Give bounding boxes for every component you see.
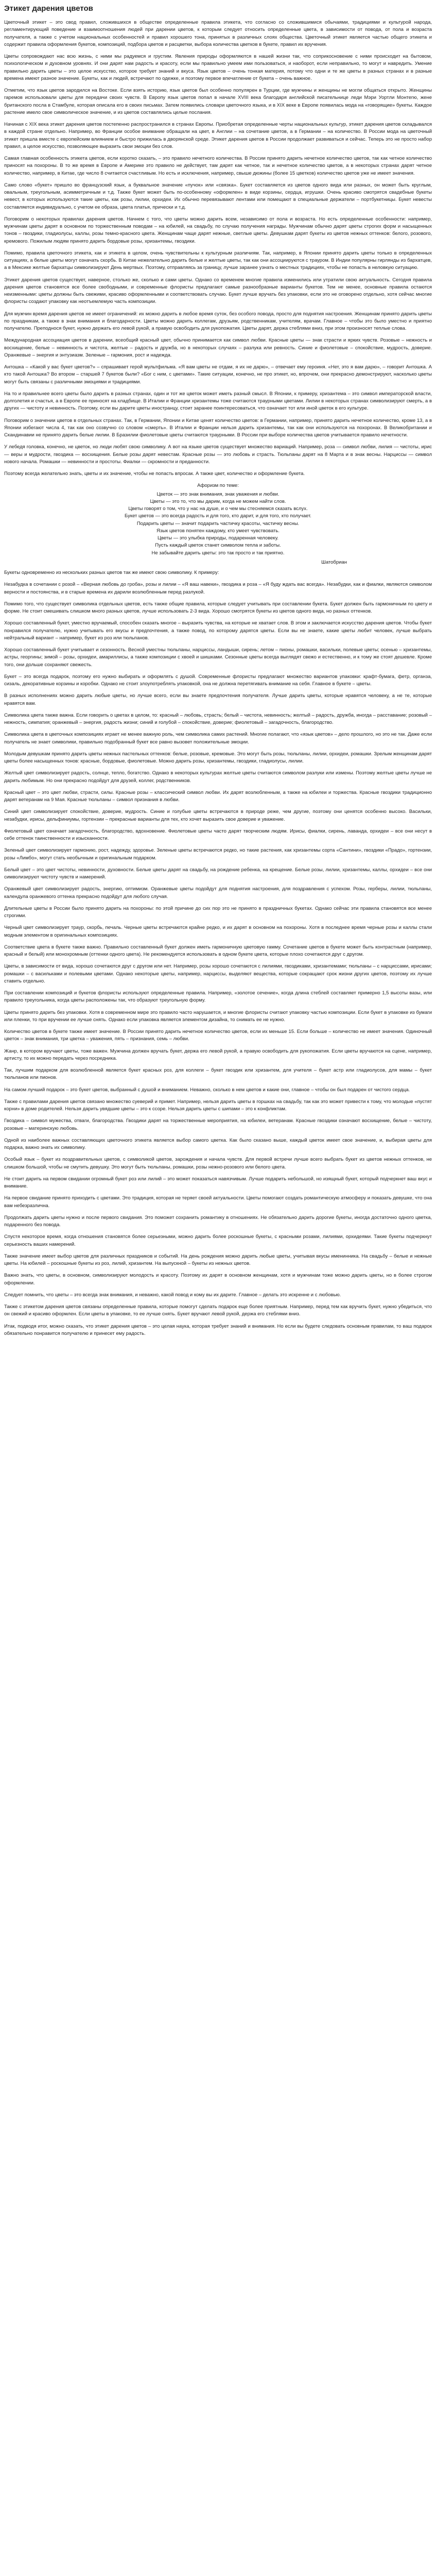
paragraph: Важно знать, что цветы, в основном, символизируют молодость и красоту. Поэтому их дарят в основном женщинам, хотя и мужчинам тоже можно дарить цветы, но в более строгом оформлении. [4,1273,432,1286]
paragraph: Не стоит дарить на первом свидании огромный букет роз или лилий – это может показаться навязчивым. Лучше подарить небольшой, но изящный букет, который подчеркнет ваш вкус и внимание. [4,1176,432,1189]
paragraph: Само слово «букет» пришло во французский язык, а буквальное значение «пучок» или «связка». Букет составляется из цветов одного вида или разных, он может быть круглым, овальным, треугольным, асимметричным и т.д. Также букет может быть по-особенному «оформлен» в виде корзины, сердца, игрушки. Очень красиво смотрятся свадебные букеты невест, в которых используются такие цветы, как розы, лилии, орхидеи. Их обычно перевязывают лентами или помещают в специальные держатели – портбукетницы. Букет невесты составляется индивидуально, с учетом ее образа, цвета платья, прически и т.д. [4,182,432,210]
paragraph: Для мужчин время дарения цветов не имеет ограничений: их можно дарить в любое время суток, без особого повода, просто для поднятия настроения. Женщинам принято дарить цветы по праздникам, а также в знак внимания и благодарности. Цветы можно дарить коллегам, друзьям, родственникам, учителям, врачам. Главное – чтобы это было уместно и приятно получателю. Преподнося букет, нужно держать его левой рукой, а правую освободить для рукопожатия. Цветы дарят, держа стеблями вниз, при этом произносят теплые слова. [4,311,432,331]
paragraph: Помимо того, что существует символика отдельных цветов, есть также общие правила, которые следует учитывать при составлении букета. Букет должен быть гармоничным по цвету и форме. Не стоит смешивать слишком много разных цветов, лучше использовать 2-3 вида. Хорошо смотрятся букеты из цветов одного вида, но разных оттенков. [4,601,432,614]
aphorism-line: Цветы — это то, что мы дарим, когда не можем найти слов. [150,498,286,504]
paragraph: Поговорим о значении цветов в отдельных странах. Так, в Германии, Японии и Китае ценят количество цветов: в Германии, например, принято дарить нечетное количество, кроме 13, а в Японии избегают числа 4, так как оно созвучно со словом «смерть». В Италии и Франции нельзя дарить хризантемы, так как они используются на похоронах. В Великобритании и Скандинавии не принято дарить белые лилии. В Бразилии фиолетовые цветы считаются траурными. В России при выборе количества цветов учитывается правило нечетности. [4,417,432,438]
paragraph: Поговорим о некоторых правилах дарения цветов. Начнем с того, что цветы можно дарить всем, независимо от пола и возраста. Но есть определенные особенности: например, мужчинам цветы дарят в основном по торжественным поводам – на юбилей, на свадьбу, по случаю получения награды. Мужчинам обычно дарят цветы строгих форм и насыщенных тонов – гвоздики, гладиолусы, каллы, розы темно-красного цвета. Женщинам чаще дарят нежные, светлые цветы. Девушкам дарят букеты из цветов нежных оттенков: белого, розового, кремового. Пожилым людям принято дарить бордовые розы, хризантемы, гвоздики. [4,216,432,244]
paragraph: Также значение имеет выбор цветов для различных праздников и событий. На день рождения можно дарить любые цветы, учитывая вкусы именинника. На свадьбу – белые и нежные цветы. На юбилей – роскошные букеты из роз, лилий, хризантем. На выпускной – букеты из нежных цветов. [4,1253,432,1266]
paragraph: Спустя некоторое время, когда отношения становятся более серьезными, можно дарить более роскошные букеты, с красными розами, лилиями, орхидеями. Такие букеты подчеркнут серьезность ваших намерений. [4,1234,432,1247]
paragraph: Цветы, в зависимости от вида, хорошо сочетаются друг с другом или нет. Например, розы хорошо сочетаются с лилиями, гвоздиками, хризантемами; тюльпаны – с нарциссами, ирисами; ромашки – с васильками и полевыми цветами. Однако некоторые цветы, например, нарциссы, выделяют вещества, которые сокращают срок жизни других цветов, поэтому их лучше ставить отдельно. [4,963,432,984]
paragraph: Итак, подводя итог, можно сказать, что этикет дарения цветов – это целая наука, которая требует знаний и внимания. Но если вы будете следовать основным правилам, то ваш подарок обязательно понравится получателю и принесет ему радость. [4,1323,432,1336]
aphorism-line: Цветы — это улыбка природы, подаренная человеку. [157,535,279,541]
aphorism-block [4,482,432,566]
paragraph: Синий цвет символизирует спокойствие, доверие, мудрость. Синие и голубые цветы встречаются в природе реже, чем другие, поэтому они ценятся особенно высоко. Васильки, незабудки, ирисы, дельфиниумы, гортензии – прекрасные варианты для тех, кто хочет выразить свое доверие и уважение. [4,809,432,822]
paragraph: Символика цвета в цветочных композициях играет не менее важную роль, чем символика самих растений. Многие полагают, что «язык цветов» – дело прошлого, но это не так. Даже если получатель не знает символики, правильно подобранный букет все равно вызовет положительные эмоции. [4,732,432,745]
paragraph: Цветы принято дарить без упаковки. Хотя в современном мире это правило часто нарушается, и многие флористы считают упаковку частью композиции. Если букет в упаковке из бумаги или пленки, то при вручении ее лучше снять. Однако если упаковка является элементом дизайна, то снимать ее не нужно. [4,1009,432,1023]
paragraph: На то и правильнее всего цветы было дарить в разных странах, один и тот же цветок может иметь разный смысл. В Японии, к примеру, хризантема – это символ императорской власти, долголетия и счастья, а в Европе ее приносят на кладбище. В Италии и Франции хризантемы тоже считаются траурными цветами. Лилии в некоторых странах символизируют смерть, а в других — чистоту и невинность. Поэтому, если вы дарите цветы иностранцу, стоит заранее поинтересоваться, что означает тот или иной цветок в его культуре. [4,391,432,412]
article-section-after [4,569,432,1337]
paragraph: Поэтому всегда желательно знать, цветы и их значение, чтобы не попасть впросак. А также цвет, количество и оформление букета. [4,471,305,477]
paragraph: Цветы сопровождают нас всю жизнь, с ними мы радуемся и грустим. Явления природы оформляются в нашей жизни так, что соприкосновение с ними происходит на бытовом, психологическом и духовном уровнях. И они дарят нам радость и красоту, если мы правильно умеем ими пользоваться, и наоборот, если неправильно, то могут и навредить. Умение правильно дарить цветы – это целое искусство, которое требует знаний и вкуса. Язык цветов – очень тонкая материя, потому что одни и те же цветы в разных странах и в разные времена имеют разное значение. Букеты, как и людей, встречают по одежке, и поэтому первое впечатление от букета – очень важное. [4,54,432,81]
aphorism-lines [4,491,432,557]
paragraph: Международная ассоциация цветов в дарении, всеобщий красный цвет, обычно принимается как символ любви. Красные цветы — знак страсти и ярких чувств. Розовые – нежность и восхищение, белые – невинность и чистота, желтые – радость и дружба, но в некоторых случаях – разлука или ревность. Синие и фиолетовые – спокойствие, мудрость, доверие. Оранжевые – энергия и энтузиазм. Зеленые – гармония, рост и надежда. [4,337,432,358]
paragraph: Символика цвета также важна. Если говорить о цветах в целом, то: красный – любовь, страсть; белый – чистота, невинность; желтый – радость, дружба, иногда – расставание; розовый – нежность, симпатия; оранжевый – энергия, радость жизни; синий и голубой – спокойствие, доверие; фиолетовый – загадочность, благородство. [4,712,432,725]
paragraph: На первое свидание принято приходить с цветами. Это традиция, которая не теряет своей актуальности. Цветы помогают создать романтическую атмосферу и показать девушке, что она вам небезразлична. [4,1195,432,1209]
paragraph: Цветочный этикет – это свод правил, сложившихся в обществе определенные правила этикета, что согласно со сложившимися обычаями, традициями и культурой народа, регламентирующий поведение и взаимоотношения людей при дарении цветов, к которым следует относить определенные цвета, в зависимости от повода, от пола и возраста получателя, а также с учетом национальных особенностей и правил хорошего тона, принятых в различных слоях общества. Цветочный этикет является частью общего этикета и содержит правила оформления букетов, композиций, подбора цветов и расцветки, выбора количества цветков в букете, правил их вручения. [4,20,432,47]
paragraph: Красный цвет – это цвет любви, страсти, силы. Красные розы – классический символ любви. Их дарят возлюбленным, а также на юбилеи и торжества. Красные гвоздики традиционно дарят ветеранам на 9 Мая. Красные тюльпаны – символ признания в любви. [4,789,432,803]
paragraph: Желтый цвет символизирует радость, солнце, тепло, богатство. Однако в некоторых культурах желтые цветы считаются символом разлуки или измены. Поэтому желтые цветы лучше не дарить любимым. Но они прекрасно подойдут для друзей, коллег, родственников. [4,770,432,784]
paragraph: На самом лучший подарок – это букет цветов, выбранный с душой и вниманием. Неважно, сколько в нем цветов и какие они, главное – чтобы он был подарен от чистого сердца. [4,1087,410,1093]
article-section-before [4,19,432,478]
paragraph: Хорошо составленный букет, уместно вручаемый, способен сказать многое – выразить чувства, на которые не хватает слов. В этом и заключается искусство дарения цветов. Чтобы букет понравился получателю, нужно учитывать его вкусы и предпочтения, а также повод, по которому дарятся цветы. Если вы не знаете, какие цветы любит человек, лучше выбрать нейтральный вариант – например, букет из роз или тюльпанов. [4,620,432,641]
paragraph: Продолжать дарить цветы нужно и после первого свидания. Это поможет сохранить романтику в отношениях. Не обязательно дарить дорогие букеты, иногда достаточно одного цветка, подаренного без повода. [4,1214,432,1228]
paragraph: Количество цветов в букете также имеет значение. В России принято дарить нечетное количество цветов, если их меньше 15. Если больше – количество не имеет значения. Одиночный цветок – знак внимания, три цветка – уважения, пять – признания, семь – любви. [4,1029,432,1042]
aphorism-line: Цветок — это знак внимания, знак уважения и любви. [156,491,280,497]
paragraph: Длительные цветы в России было принято дарить на похороны: по этой причине до сих пор это не принято в праздничных букетах. Однако сейчас эти правила становятся все менее строгими. [4,905,432,919]
paragraph: Отметим, что язык цветов зародился на Востоке. Если взять историю, язык цветов был особенно популярен в Турции, где мужчины и женщины не могли общаться открыто. Женщины гаремов использовали цветы для передачи своих чувств. В Европу язык цветов попал в начале XVIII века благодаря английской писательнице леди Мэри Уортли Монтегю, жене британского посла в Стамбуле, которая описала его в своих письмах. Затем появились словари цветочного языка, и в XIX веке в Европе появилась мода на «говорящие» букеты. Каждое растение имело свое символическое значение, и из цветов составлялись целые послания. [4,88,432,115]
paragraph: Также с правилами дарения цветов связано множество суеверий и примет. Например, нельзя дарить цветы в горшках на свадьбу, так как это может привести к тому, что молодые «пустят корни» в доме родителей. Нельзя дарить увядшие цветы – это к ссоре. Нельзя дарить цветы с шипами – это к конфликтам. [4,1098,432,1112]
aphorism-signature: Шатобриан [321,559,347,565]
aphorism-line: Язык цветов понятен каждому, кто умеет чувствовать. [156,528,280,534]
aphorism-line: Букет цветов — это всегда радость и для того, кто дарит, и для того, кто получает. [125,513,311,519]
paragraph: Незабудка в сочетании с розой – «Верная любовь до гроба», розы и лилии – «Я ваш навеки», гвоздика и роза – «Я буду ждать вас всегда». Незабудки, как и фиалки, являются символом верности и постоянства, и в старые времена их дарили возлюбленным перед разлукой. [4,582,432,595]
paragraph: Молодым девушкам принято дарить цветы нежных пастельных оттенков: белые, розовые, кремовые. Это могут быть розы, тюльпаны, лилии, орхидеи, ромашки. Зрелым женщинам дарят цветы более насыщенных тонов: красные, бордовые, фиолетовые. Можно дарить розы, хризантемы, гвоздики, гладиолусы, лилии. [4,751,432,764]
aphorism-line: Подарить цветы — значит подарить частичку красоты, частичку весны. [136,520,300,527]
aphorism-line: Пусть каждый цветок станет символом тепла и заботы. [155,543,281,549]
paragraph: Белый цвет – это цвет чистоты, невинности, духовности. Белые цветы дарят на свадьбу, на рождение ребенка, на крещение. Белые розы, лилии, хризантемы, каллы, орхидеи – все они символизируют чистоту чувств и намерений. [4,867,432,880]
paragraph: Следует помнить, что цветы – это всегда знак внимания, и неважно, какой повод и кому вы их дарите. Главное – делать это искренне и с любовью. [4,1292,341,1298]
paragraph: Черный цвет символизирует траур, скорбь, печаль. Черные цветы встречаются крайне редко, и их дарят в основном на похороны. Хотя в последнее время черные розы и каллы стали модным элементом в оригинальных композициях. [4,925,432,938]
paragraph: Фиолетовый цвет означает загадочность, благородство, вдохновение. Фиолетовые цветы часто дарят творческим людям. Ирисы, фиалки, сирень, лаванда, орхидеи – все они несут в себе оттенок таинственности и изысканности. [4,828,432,841]
paragraph: Антошка – «Какой у вас букет цветов?» – спрашивает герой мультфильма. «Я вам цветы не отдам, я их не дарю», – отвечает ему героиня. «Нет, это я вам дарю», – говорит Антошка. А кто такой Антошка? Во втором – старшей 7 букетов были? «Бог с ним, с цветами». Такие ситуации, конечно, не про этикет, но, впрочем, они прекрасно демонстрируют, насколько цветы могут быть связаны с различными эмоциями и традициями. [4,364,432,385]
paragraph: Букеты одновременно из нескольких разных цветов так же имеют свою символику. К примеру: [4,570,219,575]
paragraph: Хорошо составленный букет учитывает и сезонность. Весной уместны тюльпаны, нарциссы, ландыши, сирень; летом – пионы, ромашки, васильки, полевые цветы; осенью – хризантемы, астры, георгины; зимой – розы, орхидеи, амариллисы, а также композиции с хвоей и шишками. Сезонные цветы всегда выглядят свежо и естественно, и к тому же стоят дешевле. Кроме того, они дольше сохраняют свежесть. [4,647,432,668]
paragraph: У лебедя головка, конечно, не цветок, но люди любят свою символику. А вот на языке цветов существует множество вариаций. Например, роза — символ любви, лилия — чистоты, ирис — веры и мудрости, гвоздика — восхищения. Белые розы дарят невестам. Красные розы — это любовь и страсть. Тюльпаны дарят на 8 Марта и в знак весны. Нарциссы — символ нового начала. Ромашки — невинности и простоты. Фиалки — скромности и преданности. [4,444,432,465]
paragraph: Соответствие цвета в букете также важно. Правильно составленный букет должен иметь гармоничную цветовую гамму. Сочетание цветов в букете может быть контрастным (например, красный и белый) или монохромным (оттенки одного цвета). Не рекомендуется использовать в одном букете цвета, которые плохо сочетаются друг с другом. [4,944,432,957]
paragraph: Помимо, правила цветочного этикета, как и этикета в целом, очень чувствительны к культурным различиям. Так, например, в Японии принято дарить цветы только в определенных ситуациях, а белые цветы могут означать скорбь. В Китае нежелательно дарить белые и желтые цветы, так как они ассоциируются с трауром. В Индии популярны гирлянды из бархатцев, а в Мексике желтые бархатцы символизируют День мертвых. Поэтому, отправляясь за границу, лучше заранее узнать о местных традициях, чтобы не попасть в неловкую ситуацию. [4,250,432,271]
paragraph: Начиная с XIX века этикет дарения цветов постепенно распространился в странах Европы. Приобретая определенные черты национальных культур, этикет дарения цветов складывался в каждой стране отдельно. Например, во Франции особое внимание обращали на цвет, в Англии – на сочетание цветов, а в Германии – на количество. В России мода на цветочный этикет пришла вместе с европейским влиянием и быстро прижилась в дворянской среде. Этикет дарения цветов в России продолжает развиваться и сейчас. Теперь это не просто набор правил, а целое искусство, позволяющее выразить свои эмоции без слов. [4,122,432,149]
paragraph: Особый язык – букет из поздравительных цветов, с символикой цветов, зарождения и начала чувств. Для первой встречи лучше всего выбрать букет из цветов нежных оттенков, не слишком большой, чтобы не смутить девушку. Это могут быть тюльпаны, ромашки, розы нежно-розового или белого цвета. [4,1157,432,1170]
paragraph: Жанр, в котором вручают цветы, тоже важен. Мужчина должен вручать букет, держа его левой рукой, а правую освободить для рукопожатия. Если цветы вручаются на сцене, например, артисту, то их можно передать через посредника. [4,1048,432,1061]
paragraph: В разных исполнениях можно дарить любые цветы, но лучше всего, если вы знаете предпочтения получателя. Лучше дарить цветы, которые нравятся человеку, а не те, которые нравятся вам. [4,693,432,706]
paragraph: Самая главная особенность этикета цветов, если коротко сказать, – это правило нечетного количества. В России принято дарить нечетное количество цветов, так как четное количество приносят на похороны. В то же время в Европе и Америке это правило не действует, там дарят как четное, так и нечетное количество цветов, а в некоторых странах дарят четное количество, например, в Китае, где число 8 считается счастливым. Но есть и исключения, например, свыше дюжины (более 15 цветков) количество цветов уже не имеет значения. [4,156,432,176]
aphorism-line: Не забывайте дарить цветы: это так просто и так приятно. [151,550,285,556]
aphorism-heading: Афоризм по теме: [197,483,239,489]
paragraph: Этикет дарения цветов существует, наверное, столько же, сколько и сами цветы. Однако со временем многие правила изменились или утратили свою актуальность. Сегодня правила дарения цветов становятся все более свободными, и современные флористы предлагают самые разнообразные варианты букетов. Тем не менее, основные правила остаются неизменными: цветы должны быть свежими, красиво оформленными и соответствовать случаю. Букет лучше вручать без упаковки, если это не оговорено отдельно, хотя сейчас многие флористы создают упаковку как неотъемлемую часть композиции. [4,277,432,305]
article-body [4,19,432,1337]
paragraph: Зеленый цвет символизирует гармонию, рост, надежду, здоровье. Зеленые цветы встречаются редко, но такие растения, как хризантемы сорта «Сантини», гвоздики «Прадо», гортензии, розы «Лимбо», могут стать необычным и оригинальным подарком. [4,848,432,861]
paragraph: Букет – это всегда подарок, поэтому его нужно выбирать и оформлять с душой. Современные флористы предлагают множество вариантов упаковки: крафт-бумага, фетр, органза, сизаль, декоративные корзины и коробки. Однако не стоит злоупотреблять упаковкой, она не должна перетягивать внимание на себя. Главное в букете – цветы. [4,673,432,687]
paragraph: Одной из наиболее важных составляющих цветочного этикета является выбор самого цветка. Как было сказано выше, каждый цветок имеет свое значение, и, выбирая цветы для подарка, важно знать их символику. [4,1137,432,1150]
paragraph: При составлении композиций и букетов флористы используют определенные правила. Например, «золотое сечение», когда длина стеблей составляет примерно 1,5 высоты вазы, или правило треугольника, когда цветы расположены так, что образуют треугольную форму. [4,990,432,1004]
paragraph: Оранжевый цвет символизирует радость, энергию, оптимизм. Оранжевые цветы подойдут для поднятия настроения, для поздравления с успехом. Розы, герберы, лилии, тюльпаны, календула оранжевого оттенка прекрасно подойдут для любого случая. [4,886,432,900]
aphorism-line: Цветы говорят о том, что у нас на душе, и о чем мы стесняемся сказать вслух. [128,506,308,512]
paragraph: Так, лучшим подарком для возлюбленной является букет красных роз, для коллеги – букет гвоздик или хризантем, для учителя – букет астр или гладиолусов, для мамы – букет тюльпанов или пионов. [4,1067,432,1081]
paragraph: Также с этикетом дарения цветов связаны определенные правила, которые помогут сделать подарок еще более приятным. Например, перед тем как вручить букет, нужно убедиться, что он свежий и красиво оформлен. Если цветы в упаковке, то ее лучше снять. Букет вручают левой рукой, держа его стеблями вниз. [4,1304,432,1317]
paragraph: Гвоздика – символ мужества, отваги, благородства. Гвоздики дарят на торжественные мероприятия, на юбилеи, ветеранам. Красные гвоздики означают восхищение, белые – чистоту, розовые – материнскую любовь. [4,1118,432,1131]
page-title: Этикет дарения цветов [4,4,93,13]
